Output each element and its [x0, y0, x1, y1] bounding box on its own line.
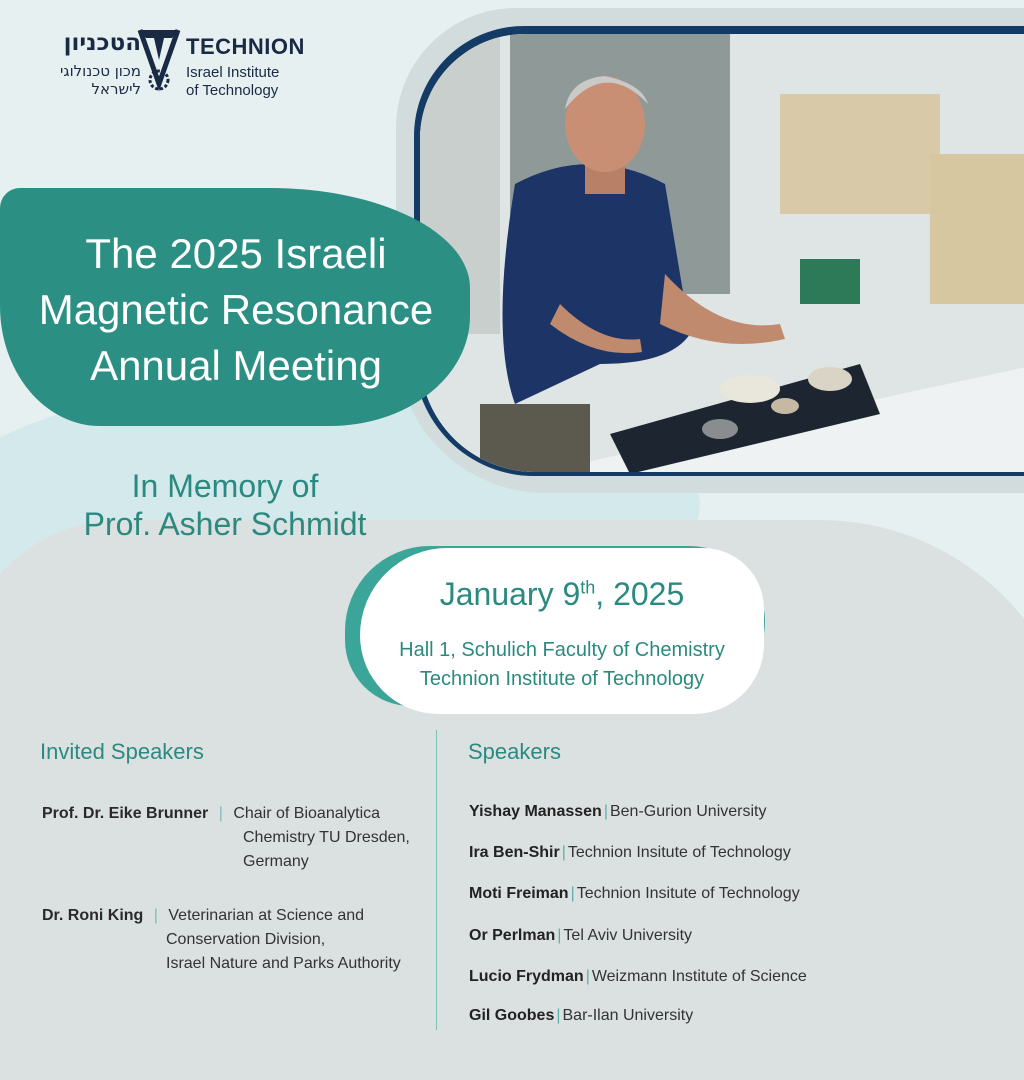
technion-emblem-icon [136, 26, 182, 92]
date-suffix: th [580, 577, 596, 598]
separator: | [585, 968, 590, 985]
speaker-item [469, 968, 807, 986]
invited-speaker-affiliation-3: Germany [243, 853, 309, 870]
invited-speaker-affiliation-3: Israel Nature and Parks Authority [166, 955, 401, 972]
invited-speakers-heading: Invited Speakers [40, 739, 204, 764]
speaker-name: Yishay Manassen [469, 803, 602, 820]
speaker-affiliation: Weizmann Institute of Science [591, 968, 807, 985]
invited-speaker-name: Prof. Dr. Eike Brunner [42, 805, 209, 822]
invited-speaker [42, 802, 432, 874]
memory-line-2: Prof. Asher Schmidt [83, 506, 367, 542]
logo-name: TECHNION [186, 34, 305, 59]
invited-speaker [42, 904, 432, 976]
speaker-item [469, 927, 692, 945]
portrait-photo [420, 34, 1024, 472]
lab-scene-illustration [420, 34, 1024, 472]
separator: | [556, 1007, 561, 1024]
logo-subtitle-2: of Technology [186, 82, 279, 99]
event-date [360, 576, 764, 613]
invited-speaker-affiliation-2: Conservation Division, [166, 931, 326, 948]
technion-logo [36, 26, 326, 100]
speaker-name: Lucio Frydman [469, 968, 584, 985]
speaker-affiliation: Technion Insitute of Technology [567, 844, 791, 861]
speaker-name: Moti Freiman [469, 885, 569, 902]
speaker-affiliation: Bar-Ilan University [562, 1007, 694, 1024]
invited-speaker-affiliation-1: Chair of Bioanalytica [233, 805, 381, 822]
separator: | [218, 805, 223, 822]
separator: | [603, 803, 608, 820]
logo-hebrew-sub2: לישראל [91, 80, 141, 98]
memory-line-1: In Memory of [131, 468, 319, 504]
venue-line-1: Hall 1, Schulich Faculty of Chemistry [399, 639, 725, 661]
speaker-name: Ira Ben-Shir [469, 844, 560, 861]
speaker-affiliation: Technion Insitute of Technology [576, 885, 800, 902]
separator: | [570, 885, 575, 902]
logo-hebrew-sub1: מכון טכנולוגי [60, 62, 141, 80]
column-divider [436, 730, 437, 1030]
speakers-heading: Speakers [468, 739, 561, 764]
venue-line-2: Technion Institute of Technology [419, 668, 705, 690]
speaker-name: Gil Goobes [469, 1007, 555, 1024]
speaker-item [469, 803, 766, 821]
event-venue [360, 636, 764, 694]
speaker-item [469, 844, 791, 862]
speaker-affiliation: Ben-Gurion University [609, 803, 767, 820]
invited-speaker-name: Dr. Roni King [42, 907, 144, 924]
title-line-2: Magnetic Resonance [38, 286, 434, 333]
separator: | [153, 907, 158, 924]
speaker-item [469, 885, 800, 903]
date-year: , 2025 [595, 576, 685, 612]
invited-speaker-affiliation-1: Veterinarian at Science and [168, 907, 365, 924]
event-title [6, 226, 466, 394]
memorial-dedication [40, 467, 410, 543]
title-line-3: Annual Meeting [90, 342, 382, 389]
speaker-item [469, 1007, 693, 1025]
speaker-name: Or Perlman [469, 927, 556, 944]
date-month-day: January 9 [439, 576, 581, 612]
title-line-1: The 2025 Israeli [85, 230, 387, 277]
logo-subtitle-1: Israel Institute [186, 64, 280, 81]
invited-speaker-affiliation-2: Chemistry TU Dresden, [243, 829, 410, 846]
logo-hebrew-name: הטכניון [63, 30, 141, 56]
separator: | [561, 844, 566, 861]
speaker-affiliation: Tel Aviv University [563, 927, 693, 944]
separator: | [557, 927, 562, 944]
